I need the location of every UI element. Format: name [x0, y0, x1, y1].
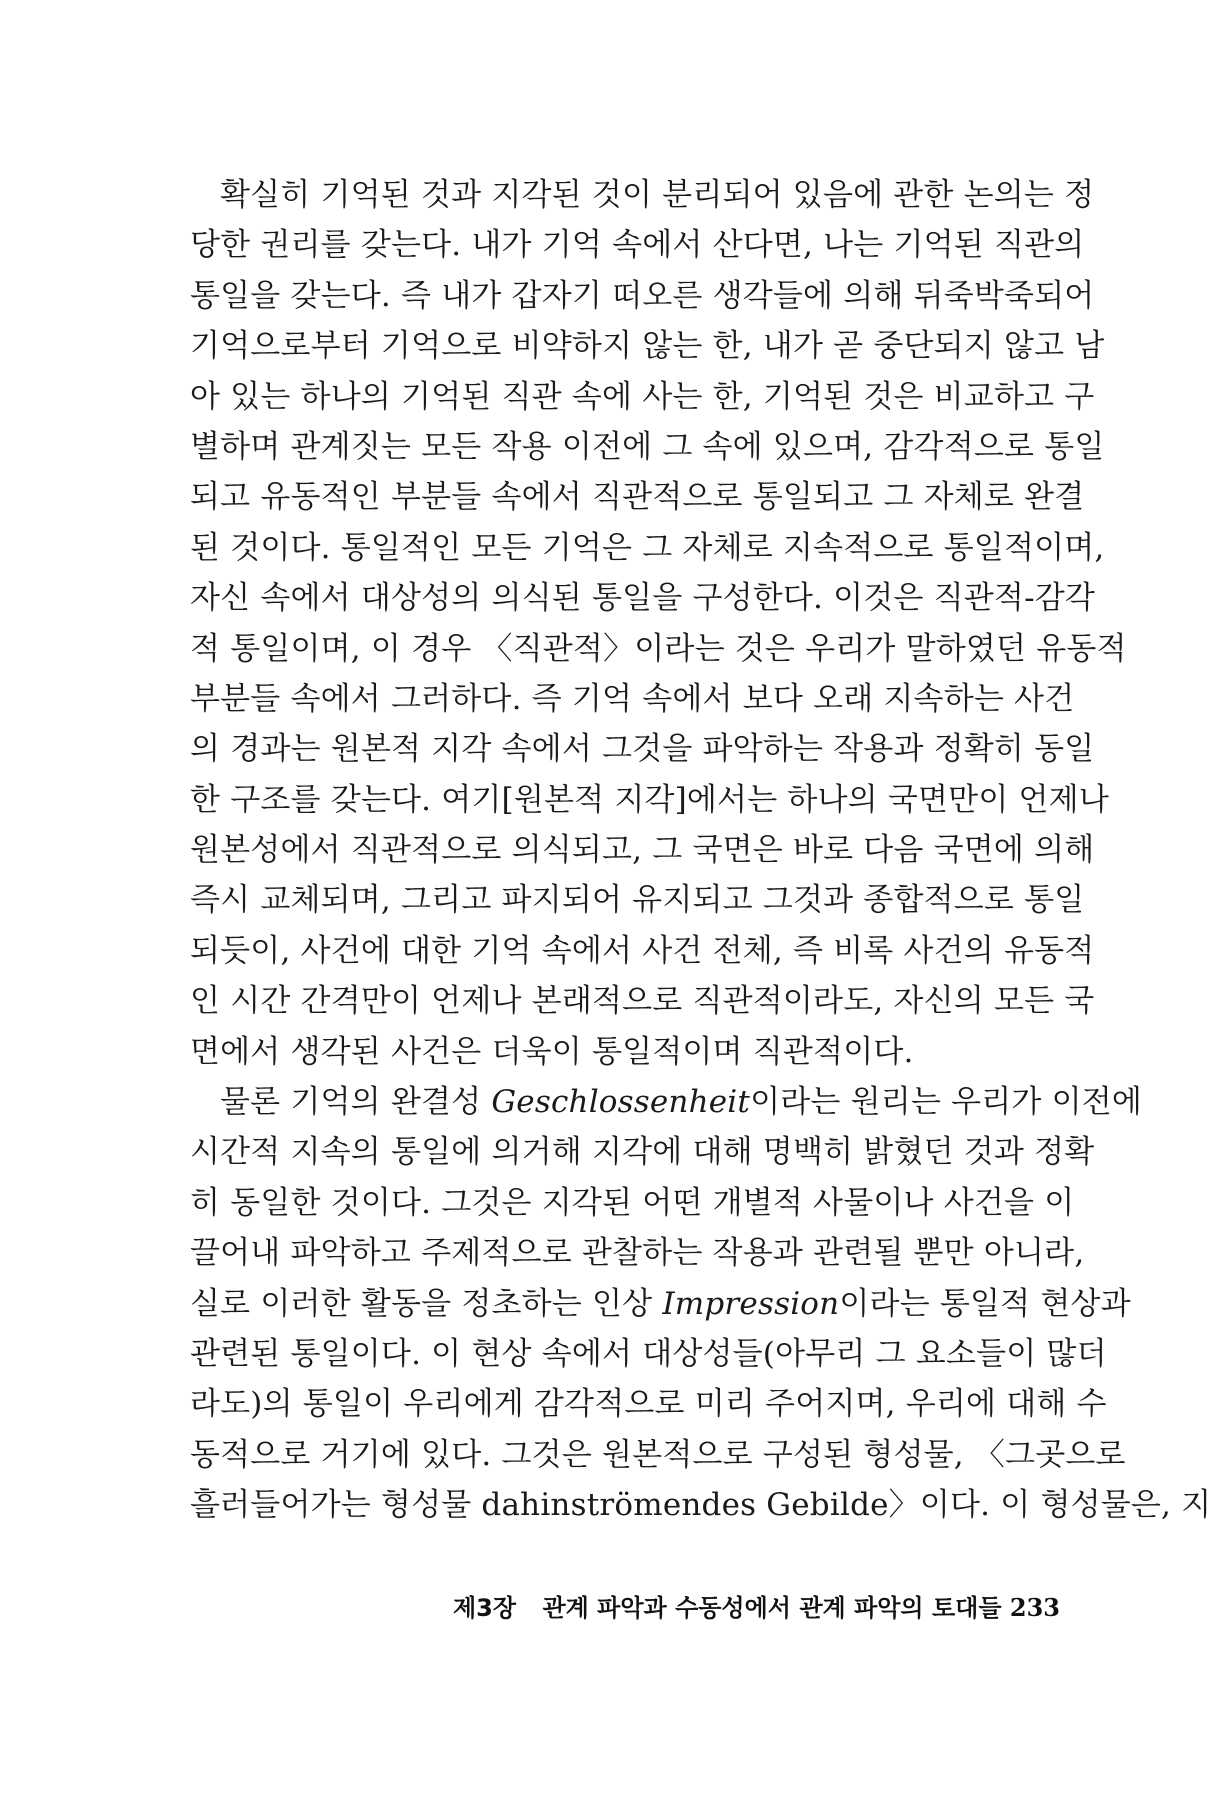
- body-text: [190, 170, 1211, 1531]
- text-line: [190, 1077, 1143, 1127]
- text-line: 시간적 지속의 통일에 의거해 지각에 대해 명백히 밝혔던 것과 정확: [190, 1134, 1095, 1171]
- text-line: 끌어내 파악하고 주제적으로 관찰하는 작용과 관련될 뿐만 아니라,: [190, 1235, 1085, 1272]
- text-line: 별하며 관계짓는 모든 작용 이전에 그 속에 있으며, 감각적으로 통일: [190, 428, 1105, 465]
- paragraph-1: [190, 170, 1127, 1077]
- paragraph-2: [190, 1077, 1211, 1531]
- text-line: 인 시간 간격만이 언제나 본래적으로 직관적이라도, 자신의 모든 국: [190, 983, 1095, 1020]
- text-line: 자신 속에서 대상성의 의식된 통일을 구성한다. 이것은 직관적-감각: [190, 580, 1096, 617]
- text-line: [190, 1279, 1131, 1329]
- text-line: 한 구조를 갖는다. 여기[원본적 지각]에서는 하나의 국면만이 언제나: [190, 781, 1109, 818]
- text-segment: 이라는 통일적 현상과: [839, 1285, 1131, 1322]
- text-line: 통일을 갖는다. 즉 내가 갑자기 떠오른 생각들에 의해 뒤죽박죽되어: [190, 277, 1095, 314]
- text-line: 면에서 생각된 사건은 더욱이 통일적이며 직관적이다.: [190, 1033, 914, 1070]
- text-segment: 이라는 원리는 우리가 이전에: [750, 1084, 1143, 1121]
- text-line: 라도)의 통일이 우리에게 감각적으로 미리 주어지며, 우리에 대해 수: [190, 1386, 1107, 1423]
- text-line: 확실히 기억된 것과 지각된 것이 분리되어 있음에 관한 논의는 정: [220, 177, 1095, 213]
- text-line: 즉시 교체되며, 그리고 파지되어 유지되고 그것과 종합적으로 통일: [190, 882, 1085, 919]
- text-segment: 물론 기억의 완결성: [220, 1084, 492, 1121]
- running-footer: [398, 1590, 1060, 1626]
- text-line: 원본성에서 직관적으로 의식되고, 그 국면은 바로 다음 국면에 의해: [190, 832, 1095, 869]
- text-line: 적 통일이며, 이 경우 〈직관적〉이라는 것은 우리가 말하였던 유동적: [190, 630, 1127, 667]
- german-term: Geschlossenheit: [491, 1084, 751, 1121]
- text-line: 동적으로 거기에 있다. 그것은 원본적으로 구성된 형성물, 〈그곳으로: [190, 1436, 1126, 1473]
- text-line: 당한 권리를 갖는다. 내가 기억 속에서 산다면, 나는 기억된 직관의: [190, 227, 1085, 264]
- text-line: 된 것이다. 통일적인 모든 기억은 그 자체로 지속적으로 통일적이며,: [190, 529, 1105, 566]
- text-line: 되고 유동적인 부분들 속에서 직관적으로 통일되고 그 자체로 완결: [190, 479, 1085, 516]
- text-line: 아 있는 하나의 기억된 직관 속에 사는 한, 기억된 것은 비교하고 구: [190, 378, 1095, 415]
- german-term: Impression: [662, 1285, 840, 1322]
- chapter-label: 제3장: [453, 1594, 517, 1622]
- text-line: 기억으로부터 기억으로 비약하지 않는 한, 내가 곧 중단되지 않고 남: [190, 328, 1105, 365]
- text-segment: 실로 이러한 활동을 정초하는 인상: [190, 1285, 663, 1322]
- text-line: 흘러들어가는 형성물 dahinströmendes Gebilde〉이다. 이 형성물은, 지: [190, 1487, 1211, 1524]
- page-number: 233: [1009, 1593, 1060, 1622]
- text-line: 되듯이, 사건에 대한 기억 속에서 사건 전체, 즉 비록 사건의 유동적: [190, 932, 1095, 969]
- chapter-title: 관계 파악과 수동성에서 관계 파악의 토대들: [542, 1594, 1002, 1622]
- text-line: 관련된 통일이다. 이 현상 속에서 대상성들(아무리 그 요소들이 많더: [190, 1335, 1107, 1372]
- text-line: 히 동일한 것이다. 그것은 지각된 어떤 개별적 사물이나 사건을 이: [190, 1184, 1075, 1221]
- text-line: 의 경과는 원본적 지각 속에서 그것을 파악하는 작용과 정확히 동일: [190, 731, 1095, 768]
- text-line: 부분들 속에서 그러하다. 즉 기억 속에서 보다 오래 지속하는 사건: [190, 680, 1075, 717]
